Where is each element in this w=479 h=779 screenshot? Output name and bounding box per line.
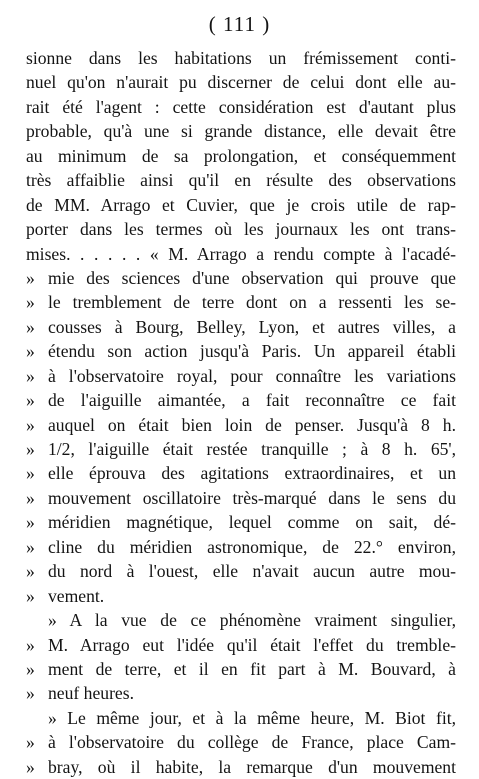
text-line — [26, 388, 456, 412]
quote-mark: » — [26, 390, 35, 411]
quote-mark: » — [26, 732, 35, 753]
line-text: rait été l'agent : cette considération est d'autant plus — [26, 96, 456, 117]
body-text — [26, 46, 456, 779]
quote-mark: » — [26, 414, 35, 435]
text-line — [26, 510, 456, 534]
line-text: cline du méridien astronomique, de 22.° environ, — [48, 536, 456, 557]
text-line — [26, 559, 456, 583]
line-text: mie des sciences d'une observation qui prouve que — [48, 267, 456, 288]
line-text: le tremblement de terre dont on a ressenti les se- — [48, 292, 456, 313]
text-line — [26, 46, 456, 70]
quote-mark: » — [26, 292, 35, 313]
line-text: porter dans les termes où les journaux les ont trans- — [26, 219, 456, 240]
text-line — [26, 730, 456, 754]
line-text: bray, où il habite, la remarque d'un mouvement — [48, 756, 456, 777]
line-text: » Le même jour, et à la même heure, M. Biot fit, — [48, 707, 456, 728]
quote-mark: » — [26, 634, 35, 655]
line-text: neuf heures. — [48, 683, 134, 704]
line-text: » A la vue de ce phénomène vraiment singulier, — [48, 610, 456, 631]
quote-mark: » — [26, 585, 35, 606]
line-text: de l'aiguille aimantée, a fait reconnaître ce fait — [48, 390, 456, 411]
quote-mark: » — [26, 683, 35, 704]
text-line — [26, 657, 456, 681]
text-line — [26, 70, 456, 94]
text-line — [26, 364, 456, 388]
quote-mark: » — [26, 365, 35, 386]
line-text: elle éprouva des agitations extraordinaires, et un — [48, 463, 456, 484]
quote-mark: » — [26, 341, 35, 362]
line-text: très affaiblie ainsi qu'il en résulte des observations — [26, 170, 456, 191]
line-text: au minimum de sa prolongation, et conséquemment — [26, 145, 456, 166]
quote-mark: » — [26, 316, 35, 337]
line-text: sionne dans les habitations un frémissement conti- — [26, 48, 456, 68]
text-line — [26, 339, 456, 363]
text-line — [26, 755, 456, 779]
quote-mark: » — [26, 756, 35, 777]
text-line — [26, 217, 456, 241]
line-text: du nord à l'ouest, elle n'avait aucun autre mou- — [48, 561, 456, 582]
line-text: à l'observatoire royal, pour connaître les variations — [48, 365, 456, 386]
line-text: à l'observatoire du collège de France, place Cam- — [48, 732, 456, 753]
text-line — [26, 95, 456, 119]
quote-mark: » — [26, 512, 35, 533]
text-line — [26, 486, 456, 510]
text-line — [26, 681, 456, 705]
line-text: ment de terre, et il en fit part à M. Bouvard, à — [48, 658, 456, 679]
quote-mark: » — [26, 561, 35, 582]
text-line — [26, 290, 456, 314]
text-line — [26, 608, 456, 632]
line-text: mouvement oscillatoire très-marqué dans le sens du — [48, 487, 456, 508]
line-text: M. Arrago eut l'idée qu'il était l'effet du tremble- — [48, 634, 456, 655]
line-text: méridien magnétique, lequel comme on sait, dé- — [48, 512, 456, 533]
line-text: cousses à Bourg, Belley, Lyon, et autres villes, a — [48, 316, 456, 337]
text-line — [26, 315, 456, 339]
quote-mark: » — [26, 463, 35, 484]
page-number: ( 111 ) — [208, 12, 271, 36]
text-line — [26, 461, 456, 485]
quote-mark: » — [26, 658, 35, 679]
line-text: nuel qu'on n'aurait pu discerner de celui dont elle au- — [26, 72, 456, 93]
quote-mark: » — [26, 267, 35, 288]
text-line — [26, 242, 456, 266]
text-line — [26, 266, 456, 290]
text-line — [26, 584, 456, 608]
line-text: probable, qu'à une si grande distance, elle devait être — [26, 121, 456, 142]
line-text: auquel on était bien loin de penser. Jusqu'à 8 h. — [48, 414, 456, 435]
text-line — [26, 119, 456, 143]
line-text: de MM. Arrago et Cuvier, que je crois utile de rap- — [26, 194, 456, 215]
quote-mark: » — [26, 487, 35, 508]
text-line — [26, 413, 456, 437]
text-line — [26, 168, 456, 192]
line-text: vement. — [48, 585, 105, 606]
quote-mark: » — [26, 439, 35, 459]
text-line — [26, 706, 456, 730]
line-text: 1/2, l'aiguille était restée tranquille ; à 8 h. 65', — [48, 439, 456, 459]
quote-mark: » — [26, 536, 35, 557]
text-line — [26, 535, 456, 559]
line-text: étendu son action jusqu'à Paris. Un appareil établi — [48, 341, 456, 362]
text-line — [26, 193, 456, 217]
text-line — [26, 633, 456, 657]
text-line — [26, 144, 456, 168]
text-line — [26, 437, 456, 461]
line-text: mises. . . . . . « M. Arrago a rendu compte à l'acadé- — [26, 243, 456, 264]
